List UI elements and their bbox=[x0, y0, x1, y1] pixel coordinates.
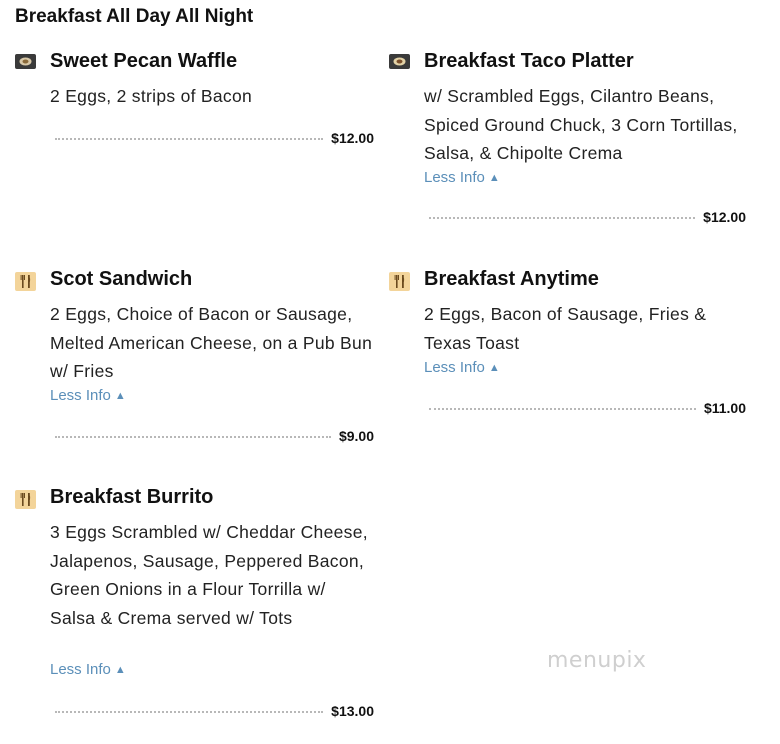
less-info-link[interactable] bbox=[50, 661, 126, 678]
less-info-label: Less Info bbox=[50, 387, 111, 404]
less-info-link[interactable] bbox=[50, 387, 126, 404]
price-row bbox=[55, 128, 374, 148]
less-info-label: Less Info bbox=[424, 169, 485, 186]
dot-leader bbox=[429, 408, 696, 410]
price-row bbox=[55, 701, 374, 721]
less-info-label: Less Info bbox=[424, 359, 485, 376]
menu-item-name: Breakfast Anytime bbox=[424, 268, 599, 290]
fork-knife-icon bbox=[389, 272, 410, 289]
menu-item-price: $13.00 bbox=[331, 703, 374, 719]
menu-item-name: Sweet Pecan Waffle bbox=[50, 50, 238, 72]
photo-thumbnail-icon[interactable] bbox=[389, 54, 410, 71]
caret-up-icon: ▲ bbox=[488, 362, 500, 374]
dot-leader bbox=[55, 138, 323, 140]
menu-item-description: 2 Eggs, Bacon of Sausage, Fries & Texas Toast bbox=[424, 304, 707, 353]
caret-up-icon: ▲ bbox=[114, 664, 126, 676]
section-title: Breakfast All Day All Night bbox=[15, 6, 254, 27]
less-info-link[interactable] bbox=[424, 359, 500, 376]
photo-thumbnail-icon[interactable] bbox=[15, 54, 36, 71]
dot-leader bbox=[55, 711, 323, 713]
fork-knife-icon bbox=[15, 272, 36, 289]
menu-item-description: w/ Scrambled Eggs, Cilantro Beans, Spiced Ground Chuck, 3 Corn Tortillas, Salsa, & Chipolte Crema bbox=[424, 86, 738, 163]
menu-item-description: 2 Eggs, 2 strips of Bacon bbox=[50, 86, 253, 106]
less-info-label: Less Info bbox=[50, 661, 111, 678]
price-row bbox=[429, 398, 746, 418]
less-info-link[interactable] bbox=[424, 169, 500, 186]
price-row bbox=[429, 207, 746, 227]
menu-item-price: $12.00 bbox=[331, 130, 374, 146]
dot-leader bbox=[429, 217, 695, 219]
menu-item-description: 2 Eggs, Choice of Bacon or Sausage, Melted American Cheese, on a Pub Bun w/ Fries bbox=[50, 304, 373, 381]
menu-item-name: Breakfast Taco Platter bbox=[424, 50, 634, 72]
menu-item-price: $11.00 bbox=[703, 400, 746, 416]
price-row bbox=[55, 426, 374, 446]
menu-item-price: $12.00 bbox=[703, 209, 746, 225]
menu-item-name: Scot Sandwich bbox=[50, 268, 193, 290]
menu-item-price: $9.00 bbox=[338, 428, 374, 444]
menupix-watermark: menupix bbox=[547, 648, 647, 673]
menu-item-name: Breakfast Burrito bbox=[50, 486, 214, 508]
caret-up-icon: ▲ bbox=[488, 172, 500, 184]
fork-knife-icon bbox=[15, 490, 36, 507]
dot-leader bbox=[55, 436, 331, 438]
caret-up-icon: ▲ bbox=[114, 390, 126, 402]
menu-item-description: 3 Eggs Scrambled w/ Cheddar Cheese, Jalapenos, Sausage, Peppered Bacon, Green Onions in a Flour Torrilla w/ Salsa & Crema served w/ Tots bbox=[50, 522, 368, 628]
